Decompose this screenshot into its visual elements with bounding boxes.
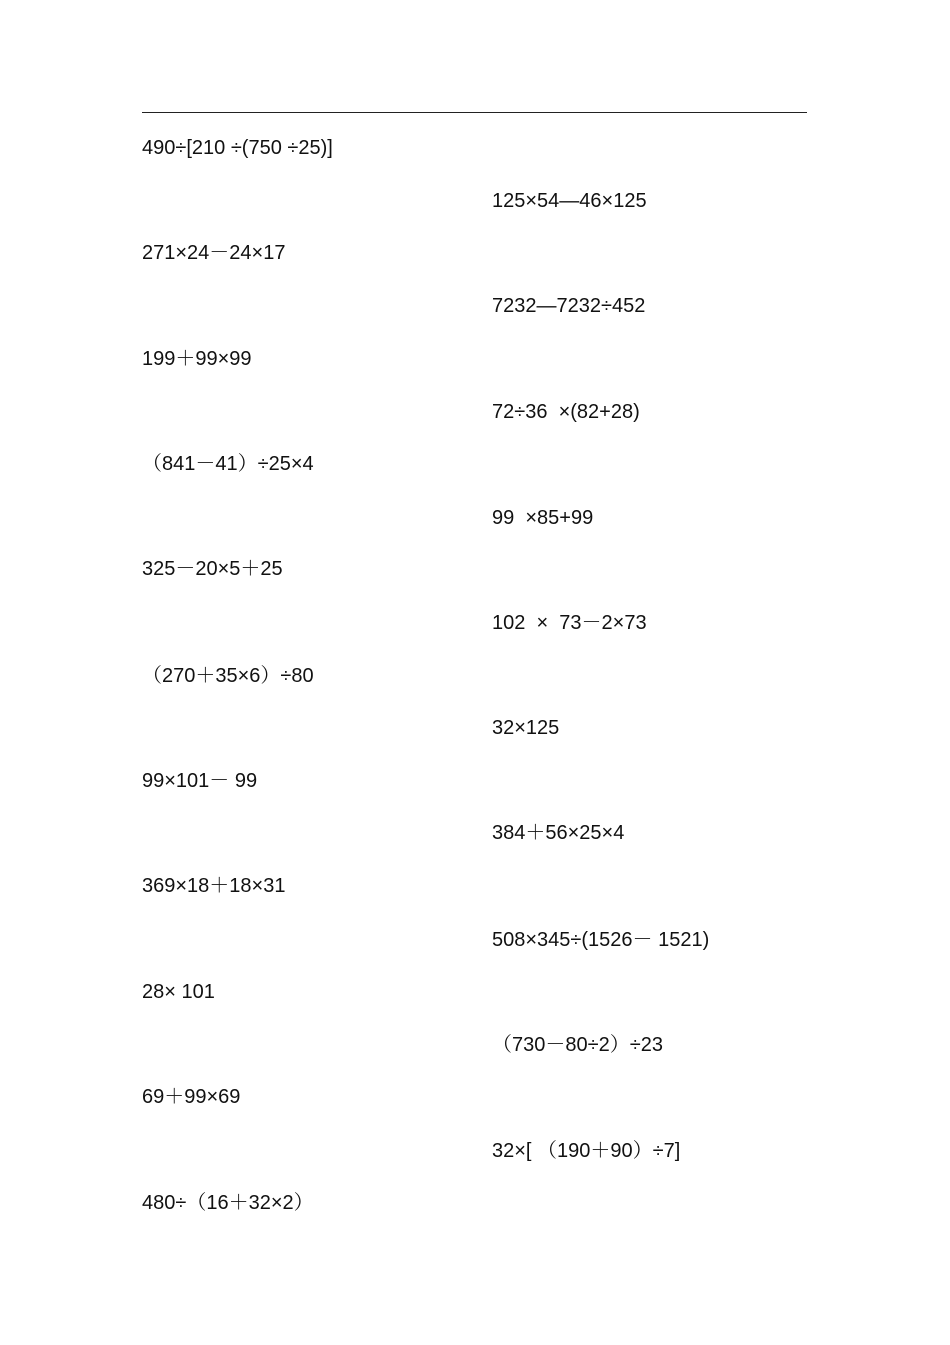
problem-right-2: 7232—7232÷452	[492, 295, 646, 317]
problem-left-7: 99×101－ 99	[142, 770, 258, 792]
problem-right-5: 102 × 73－2×73	[492, 612, 647, 634]
problem-left-9: 28× 101	[142, 981, 215, 1003]
problem-left-1: 490÷[210 ÷(750 ÷25)]	[142, 137, 333, 159]
problem-left-5: 325－20×5＋25	[142, 558, 283, 580]
problem-left-8: 369×18＋18×31	[142, 875, 286, 897]
problem-left-3: 199＋99×99	[142, 348, 252, 370]
problem-right-10: 32×[ （190＋90）÷7]	[492, 1140, 681, 1162]
problem-left-2: 271×24－24×17	[142, 242, 286, 264]
problem-left-10: 69＋99×69	[142, 1086, 241, 1108]
problem-right-1: 125×54—46×125	[492, 190, 647, 212]
problem-right-9: （730－80÷2）÷23	[492, 1034, 663, 1056]
problem-right-3: 72÷36 ×(82+28)	[492, 401, 640, 423]
problem-right-8: 508×345÷(1526－ 1521)	[492, 929, 710, 951]
problem-right-7: 384＋56×25×4	[492, 822, 625, 844]
problem-left-4: （841－41）÷25×4	[142, 453, 314, 475]
header-rule	[142, 112, 807, 113]
problem-left-11: 480÷（16＋32×2）	[142, 1192, 314, 1214]
problem-right-4: 99 ×85+99	[492, 507, 594, 529]
problem-right-6: 32×125	[492, 717, 560, 739]
problem-left-6: （270＋35×6）÷80	[142, 665, 314, 687]
